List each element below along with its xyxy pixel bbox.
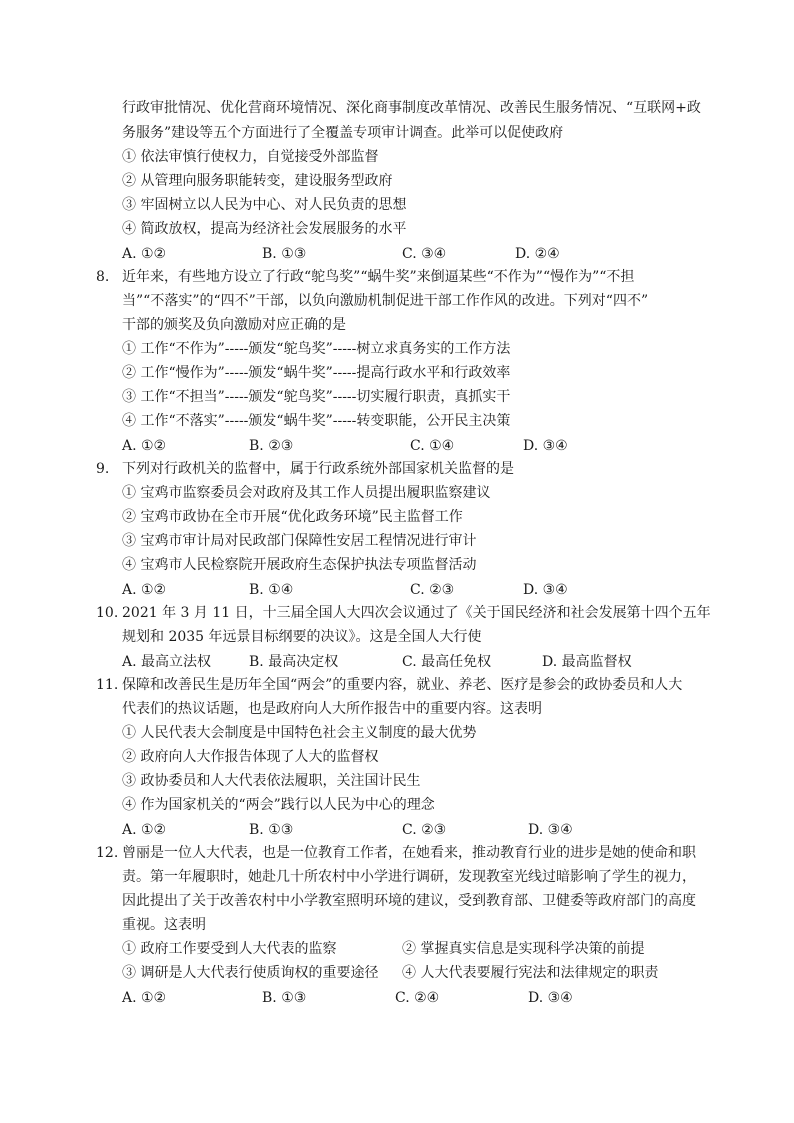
q8-item-2: ② 工作“慢作为”-----颁发“蜗牛奖”-----提高行政水平和行政效率 bbox=[122, 365, 511, 381]
q10-number: 10. bbox=[96, 605, 119, 621]
q8-option-c: C. ①④ bbox=[410, 438, 455, 454]
q10-option-c: C. 最高任免权 bbox=[402, 654, 492, 670]
q12-option-b: B. ①③ bbox=[262, 990, 307, 1006]
q9-option-b: B. ①④ bbox=[249, 582, 294, 598]
q9-item-4: ④ 宝鸡市人民检察院开展政府生态保护执法专项监督活动 bbox=[122, 557, 477, 573]
q8-stem-line-3: 干部的颁奖及负向激励对应正确的是 bbox=[122, 317, 346, 333]
q12-item-1: ① 政府工作要受到人大代表的监察 bbox=[122, 941, 337, 957]
q8-item-3: ③ 工作“不担当”-----颁发“鸵鸟奖”-----切实履行职责，真抓实干 bbox=[122, 389, 511, 405]
q12-option-a: A. ①② bbox=[122, 990, 167, 1006]
q8-item-1: ① 工作“不作为”-----颁发“鸵鸟奖”-----树立求真务实的工作方法 bbox=[122, 341, 511, 357]
q12-option-d: D. ③④ bbox=[528, 990, 573, 1006]
q11-item-1: ① 人民代表大会制度是中国特色社会主义制度的最大优势 bbox=[122, 725, 477, 741]
q7-item-4: ④ 简政放权，提高为经济社会发展服务的水平 bbox=[122, 221, 407, 237]
q12-item-2: ② 掌握真实信息是实现科学决策的前提 bbox=[402, 941, 645, 957]
q7-option-d: D. ②④ bbox=[515, 246, 560, 262]
q12-stem-line-3: 因此提出了关于改善农村中小学教室照明环境的建议，受到教育部、卫健委等政府部门的高度 bbox=[122, 893, 696, 909]
q11-option-c: C. ②③ bbox=[402, 822, 447, 838]
q7-option-a: A. ①② bbox=[122, 246, 167, 262]
q8-stem-line-1: 近年来，有些地方设立了行政“鸵鸟奖”“蜗牛奖”来倒逼某些“不作为”“慢作为”“不担 bbox=[122, 269, 635, 285]
q8-item-4: ④ 工作“不落实”-----颁发“蜗牛奖”-----转变职能，公开民主决策 bbox=[122, 413, 511, 429]
q12-stem-line-4: 重视。这表明 bbox=[122, 917, 206, 933]
q11-item-3: ③ 政协委员和人大代表依法履职，关注国计民生 bbox=[122, 773, 421, 789]
q10-stem-line-1: 2021 年 3 月 11 日，十三届全国人大四次会议通过了《关于国民经济和社会发展第十四个五年 bbox=[122, 605, 711, 621]
q9-stem-line-1: 下列对行政机关的监督中，属于行政系统外部国家机关监督的是 bbox=[122, 461, 514, 477]
q10-option-d: D. 最高监督权 bbox=[542, 654, 632, 670]
q12-number: 12. bbox=[96, 845, 119, 861]
q9-option-a: A. ①② bbox=[122, 582, 167, 598]
q12-option-c: C. ②④ bbox=[395, 990, 440, 1006]
q8-stem-line-2: 当”“不落实”的“四不”干部，以负向激励机制促进干部工作作风的改进。下列对“四不” bbox=[122, 293, 649, 309]
q7-option-b: B. ①③ bbox=[262, 246, 307, 262]
q9-option-d: D. ③④ bbox=[523, 582, 568, 598]
q8-option-d: D. ③④ bbox=[523, 438, 568, 454]
q9-item-2: ② 宝鸡市政协在全市开展“优化政务环境”民主监督工作 bbox=[122, 509, 463, 525]
q12-stem-line-2: 责。第一年履职时，她赴几十所农村中小学进行调研，发现教室光线过暗影响了学生的视力， bbox=[122, 869, 696, 885]
q9-item-1: ① 宝鸡市监察委员会对政府及其工作人员提出履职监察建议 bbox=[122, 485, 491, 501]
q12-item-3: ③ 调研是人大代表行使质询权的重要途径 bbox=[122, 965, 379, 981]
q11-stem-line-2: 代表们的热议话题，也是政府向人大所作报告中的重要内容。这表明 bbox=[122, 701, 542, 717]
q8-option-a: A. ①② bbox=[122, 438, 167, 454]
q7-item-1: ① 依法审慎行使权力，自觉接受外部监督 bbox=[122, 149, 379, 165]
q10-stem-line-2: 规划和 2035 年远景目标纲要的决议》。这是全国人大行使 bbox=[122, 629, 482, 645]
q11-option-b: B. ①③ bbox=[249, 822, 294, 838]
q11-item-2: ② 政府向人大作报告体现了人大的监督权 bbox=[122, 749, 379, 765]
q8-option-b: B. ②③ bbox=[249, 438, 294, 454]
q12-stem-line-1: 曾丽是一位人大代表，也是一位教育工作者，在她看来，推动教育行业的进步是她的使命和职 bbox=[122, 845, 696, 861]
q7-item-2: ② 从管理向服务职能转变，建设服务型政府 bbox=[122, 173, 393, 189]
q8-number: 8. bbox=[96, 269, 110, 285]
q10-option-a: A. 最高立法权 bbox=[122, 654, 212, 670]
q11-number: 11. bbox=[96, 677, 119, 693]
q7-stem-line-2: 务服务”建设等五个方面进行了全覆盖专项审计调查。此举可以促使政府 bbox=[122, 125, 564, 141]
q9-number: 9. bbox=[96, 461, 110, 477]
q12-item-4: ④ 人大代表要履行宪法和法律规定的职责 bbox=[402, 965, 659, 981]
q7-option-c: C. ③④ bbox=[402, 246, 447, 262]
q10-option-b: B. 最高决定权 bbox=[249, 654, 339, 670]
q7-stem-line-1: 行政审批情况、优化营商环境情况、深化商事制度改革情况、改善民生服务情况、“互联网+政 bbox=[122, 100, 701, 116]
q11-option-d: D. ③④ bbox=[528, 822, 573, 838]
q11-stem-line-1: 保障和改善民生是历年全国“两会”的重要内容，就业、养老、医疗是参会的政协委员和人大 bbox=[122, 677, 683, 693]
q7-item-3: ③ 牢固树立以人民为中心、对人民负责的思想 bbox=[122, 197, 407, 213]
q11-item-4: ④ 作为国家机关的“两会”践行以人民为中心的理念 bbox=[122, 797, 435, 813]
q9-option-c: C. ②③ bbox=[410, 582, 455, 598]
q11-option-a: A. ①② bbox=[122, 822, 167, 838]
q9-item-3: ③ 宝鸡市审计局对民政部门保障性安居工程情况进行审计 bbox=[122, 533, 477, 549]
